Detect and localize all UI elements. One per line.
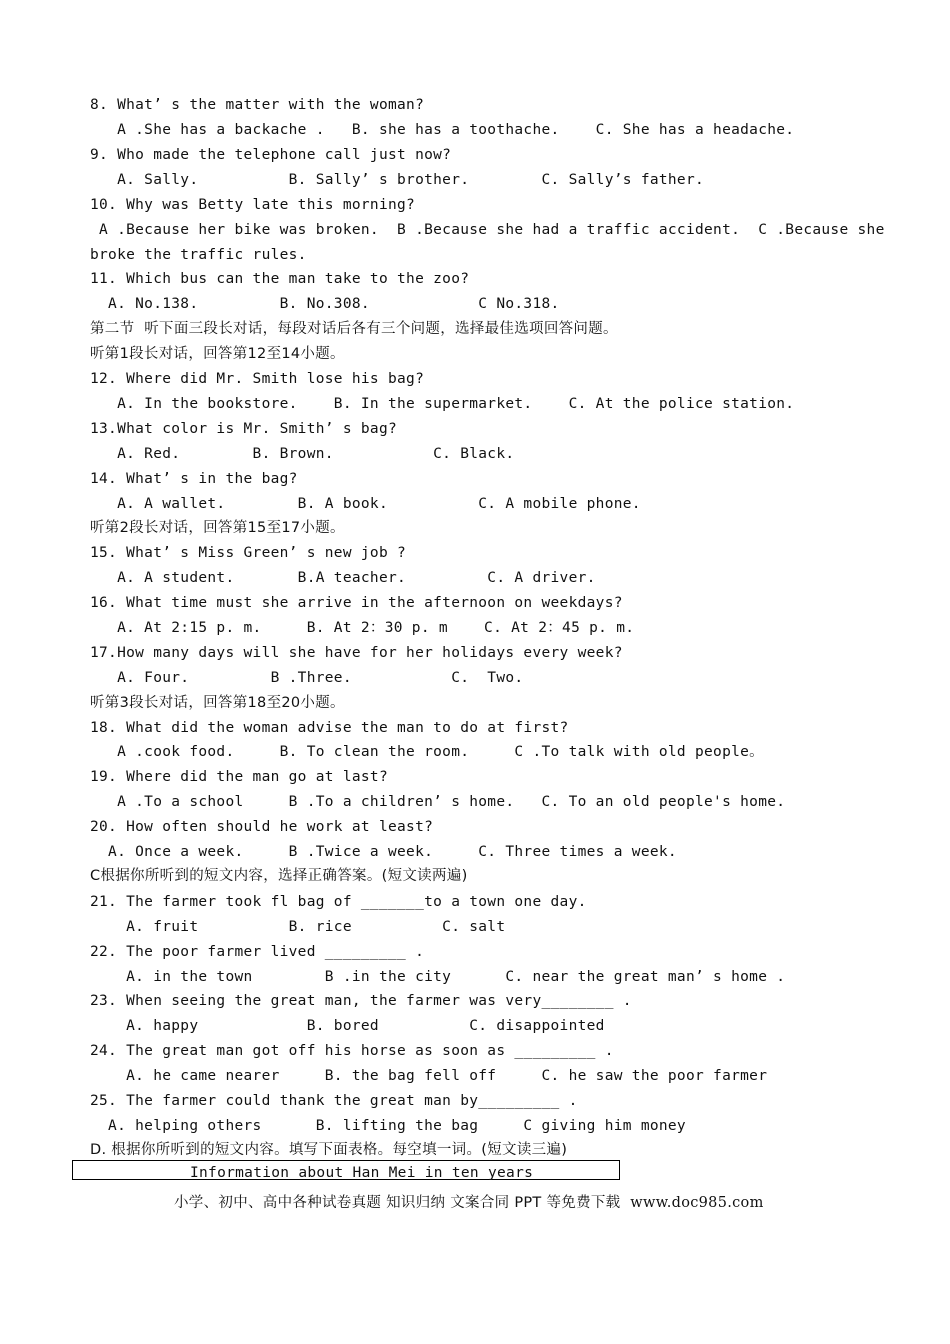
question-17: 17.How many days will she have for her holidays every week? bbox=[90, 645, 623, 661]
question-15: 15. What’ s Miss Green’ s new job ? bbox=[90, 545, 407, 561]
options-9: A. Sally. B. Sally’ s brother. C. Sally’s father. bbox=[90, 172, 705, 188]
question-19: 19. Where did the man go at last? bbox=[90, 769, 388, 785]
dialogue-1-instruction: 听第1段长对话，回答第12至14小题。 bbox=[90, 346, 345, 362]
dialogue-3-instruction: 听第3段长对话，回答第18至20小题。 bbox=[90, 695, 345, 711]
page-footer bbox=[174, 1191, 764, 1212]
options-21: A. fruit B. rice C. salt bbox=[90, 919, 506, 935]
options-10: A .Because her bike was broken. B .Because she had a traffic accident. C .Because she bbox=[90, 222, 885, 238]
question-22: 22. The poor farmer lived _________ . bbox=[90, 944, 425, 960]
section-2-heading: 第二节 听下面三段长对话，每段对话后各有三个问题，选择最佳选项回答问题。 bbox=[90, 321, 618, 337]
options-17: A. Four. B .Three. C. Two. bbox=[90, 670, 524, 686]
options-10-cont: broke the traffic rules. bbox=[90, 247, 307, 263]
options-25: A. helping others B. lifting the bag C giving him money bbox=[90, 1118, 686, 1134]
section-c-heading: C根据你所听到的短文内容，选择正确答案。(短文读两遍) bbox=[90, 868, 468, 884]
question-21: 21. The farmer took fl bag of _______to a town one day. bbox=[90, 894, 587, 910]
question-9: 9. Who made the telephone call just now? bbox=[90, 147, 452, 163]
options-14: A. A wallet. B. A book. C. A mobile phone. bbox=[90, 496, 641, 512]
options-24: A. he came nearer B. the bag fell off C. he saw the poor farmer bbox=[90, 1068, 768, 1084]
options-8: A .She has a backache . B. she has a toothache. C. She has a headache. bbox=[90, 122, 795, 138]
options-15: A. A student. B.A teacher. C. A driver. bbox=[90, 570, 596, 586]
options-11: A. No.138. B. No.308. C No.318. bbox=[90, 296, 560, 312]
options-23: A. happy B. bored C. disappointed bbox=[90, 1018, 605, 1034]
question-12: 12. Where did Mr. Smith lose his bag? bbox=[90, 371, 425, 387]
question-24: 24. The great man got off his horse as soon as _________ . bbox=[90, 1043, 614, 1059]
question-18: 18. What did the woman advise the man to do at first? bbox=[90, 720, 569, 736]
question-23: 23. When seeing the great man, the farmer was very________ . bbox=[90, 993, 632, 1009]
question-11: 11. Which bus can the man take to the zoo? bbox=[90, 271, 470, 287]
options-20: A. Once a week. B .Twice a week. C. Three times a week. bbox=[90, 844, 677, 860]
question-20: 20. How often should he work at least? bbox=[90, 819, 434, 835]
question-10: 10. Why was Betty late this morning? bbox=[90, 197, 416, 213]
dialogue-2-instruction: 听第2段长对话，回答第15至17小题。 bbox=[90, 520, 345, 536]
options-16: A. At 2:15 p. m. B. At 2：30 p. m C. At 2：45 p. m. bbox=[90, 620, 635, 636]
options-12: A. In the bookstore. B. In the supermarket. C. At the police station. bbox=[90, 396, 795, 412]
info-table-title: Information about Han Mei in ten years bbox=[190, 1165, 534, 1181]
question-8: 8. What’ s the matter with the woman? bbox=[90, 97, 425, 113]
question-14: 14. What’ s in the bag? bbox=[90, 471, 298, 487]
options-19: A .To a school B .To a children’ s home. C. To an old people's home. bbox=[90, 794, 786, 810]
question-16: 16. What time must she arrive in the afternoon on weekdays? bbox=[90, 595, 623, 611]
options-22: A. in the town B .in the city C. near the great man’ s home . bbox=[90, 969, 786, 985]
options-18: A .cook food. B. To clean the room. C .To talk with old people。 bbox=[90, 744, 764, 760]
footer-text: 小学、初中、高中各种试卷真题 知识归纳 文案合同 PPT 等免费下载 bbox=[174, 1195, 631, 1211]
question-13: 13.What color is Mr. Smith’ s bag? bbox=[90, 421, 398, 437]
options-13: A. Red. B. Brown. C. Black. bbox=[90, 446, 515, 462]
question-25: 25. The farmer could thank the great man by_________ . bbox=[90, 1093, 578, 1109]
section-d-heading: D. 根据你所听到的短文内容。填写下面表格。每空填一词。(短文读三遍) bbox=[90, 1142, 568, 1158]
footer-url[interactable]: www.doc985.com bbox=[630, 1195, 764, 1211]
